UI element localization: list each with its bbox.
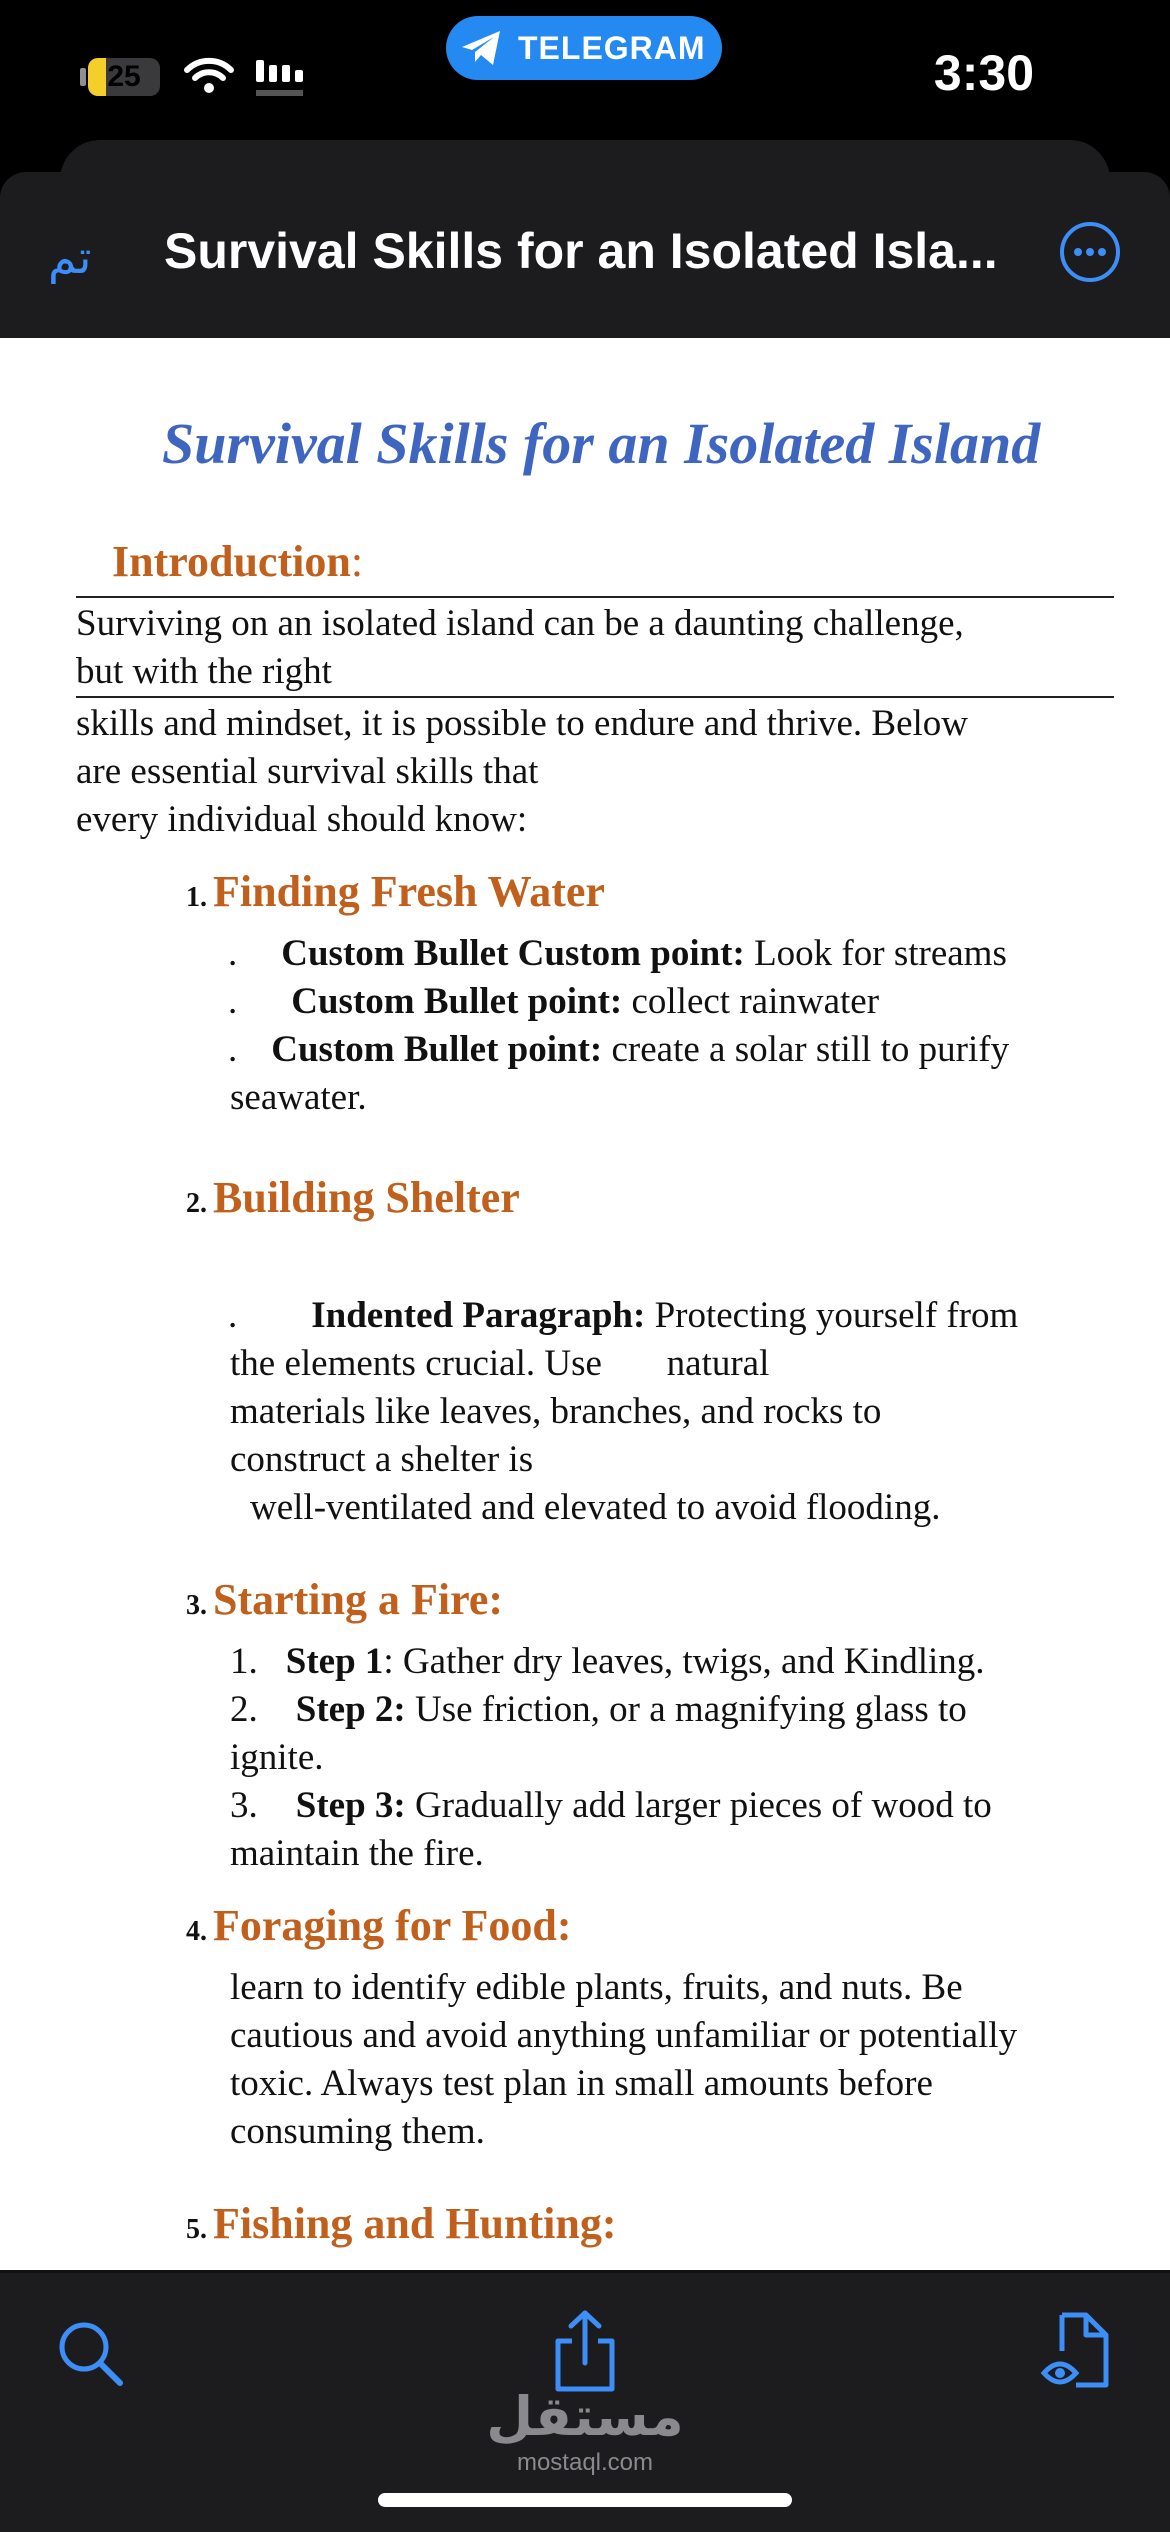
page-title: Survival Skills for an Isolated Island bbox=[162, 411, 1041, 476]
ellipsis-circle-icon[interactable] bbox=[1058, 220, 1122, 284]
home-indicator[interactable] bbox=[378, 2493, 792, 2507]
bullet-item: . Custom Bullet point: create a solar still to purify bbox=[228, 1029, 1010, 1070]
step-continuation: maintain the fire. bbox=[230, 1833, 484, 1874]
document-header bbox=[0, 172, 1170, 338]
paragraph-line: learn to identify edible plants, fruits, and nuts. Be bbox=[230, 1967, 963, 2008]
section-heading: 1. Finding Fresh Water bbox=[186, 867, 605, 916]
battery-nub bbox=[80, 68, 86, 86]
paragraph-line: toxic. Always test plan in small amounts before bbox=[230, 2063, 933, 2104]
wifi-icon bbox=[184, 56, 234, 96]
document-view-icon[interactable] bbox=[1040, 2311, 1112, 2393]
paragraph-line: materials like leaves, branches, and rocks to bbox=[230, 1391, 882, 1432]
battery-level: 25 bbox=[107, 60, 141, 93]
signal-icon bbox=[256, 60, 316, 100]
telegram-icon bbox=[460, 28, 504, 68]
divider bbox=[76, 596, 1114, 598]
watermark-url: mostaql.com bbox=[516, 2449, 654, 2476]
intro-line: Surviving on an isolated island can be a daunting challenge, bbox=[76, 603, 964, 644]
divider bbox=[76, 696, 1114, 698]
document-title-bar: Survival Skills for an Isolated Isla... bbox=[164, 223, 998, 279]
paragraph-line: construct a shelter is bbox=[230, 1439, 534, 1480]
telegram-pill[interactable] bbox=[446, 16, 722, 80]
intro-line: are essential survival skills that bbox=[76, 751, 539, 792]
bullet-item: . Custom Bullet Custom point: Look for streams bbox=[228, 933, 1007, 974]
bullet-item: . Custom Bullet point: collect rainwater bbox=[228, 981, 880, 1022]
numbered-step: 1. Step 1: Gather dry leaves, twigs, and Kindling. bbox=[230, 1641, 985, 1682]
intro-line: skills and mindset, it is possible to endure and thrive. Below bbox=[76, 703, 969, 744]
done-button[interactable]: تم bbox=[48, 231, 92, 283]
status-bar bbox=[0, 0, 1170, 150]
bottom-toolbar bbox=[0, 2273, 1170, 2532]
section-heading: 3. Starting a Fire: bbox=[186, 1575, 504, 1624]
paragraph-line: consuming them. bbox=[230, 2111, 485, 2152]
section-heading: 5. Fishing and Hunting: bbox=[186, 2199, 617, 2248]
telegram-label: TELEGRAM bbox=[518, 30, 706, 66]
paragraph-line: cautious and avoid anything unfamiliar or potentially bbox=[230, 2015, 1018, 2056]
watermark-logo: مستقل bbox=[486, 2385, 684, 2448]
paragraph-line: well-ventilated and elevated to avoid flooding. bbox=[250, 1487, 941, 1528]
document-page[interactable] bbox=[0, 338, 1170, 2273]
step-continuation: ignite. bbox=[230, 1737, 324, 1778]
battery-icon bbox=[88, 58, 160, 96]
bullet-item: . Indented Paragraph: Protecting yourself from bbox=[228, 1295, 1019, 1336]
intro-line: every individual should know: bbox=[76, 799, 528, 840]
section-heading: 2. Building Shelter bbox=[186, 1173, 520, 1222]
paragraph-line: the elements crucial. Use natural bbox=[230, 1343, 770, 1384]
intro-heading: Introduction: bbox=[112, 537, 364, 586]
numbered-step: 3. Step 3: Gradually add larger pieces of wood to bbox=[230, 1785, 992, 1826]
numbered-step: 2. Step 2: Use friction, or a magnifying glass to bbox=[230, 1689, 967, 1730]
search-icon[interactable] bbox=[56, 2319, 126, 2389]
section-heading: 4. Foraging for Food: bbox=[186, 1901, 572, 1950]
share-icon[interactable] bbox=[550, 2309, 620, 2393]
clock: 3:30 bbox=[933, 45, 1034, 101]
intro-line: but with the right bbox=[76, 651, 332, 692]
bullet-continuation: seawater. bbox=[230, 1077, 367, 1118]
